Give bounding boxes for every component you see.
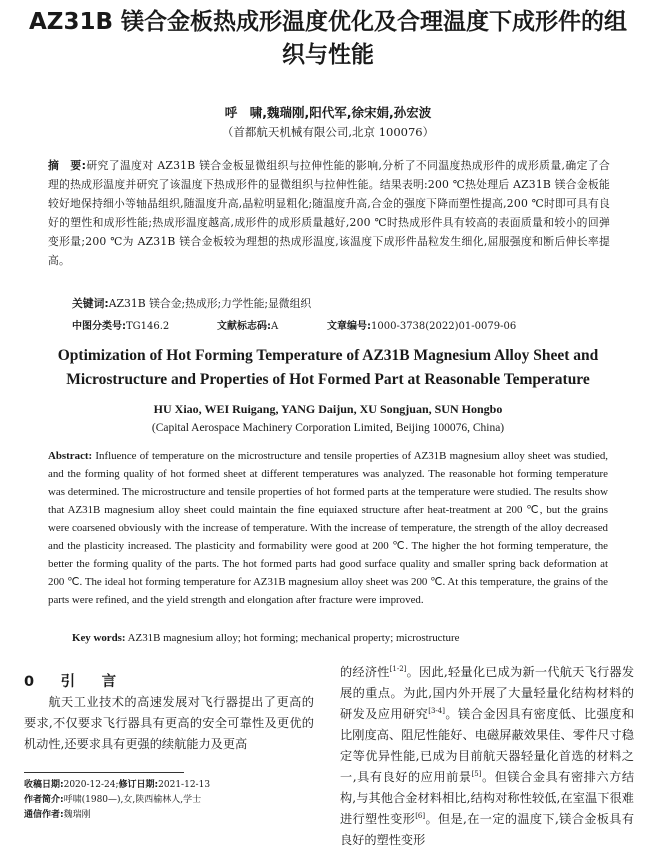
english-abstract-text: Influence of temperature on the microstructure and tensile properties of AZ31B magnesium alloy sheet was studied, and the forming quality of hot formed sheet at different temperatures was analyzed. The reasonable hot forming temperature was determined. The microstructure and tensile properties of hot formed parts at the temperature were studied. The results show that AZ31B magnesium alloy sheet could maintain the fine equiaxed structure after heat-treatment at 200 ℃, but the grains were coarsened obviously with the increase of temperature. With the increase of temperature, the strength of the alloy decreased and the plasticity increased. The plasticity and formability were good at 200 ℃. The higher the hot forming temperature, the better the forming quality of the parts. The hot formed parts had good surface quality and smaller spring back deformation at 200 ℃. The ideal hot forming temperature for AZ31B magnesium alloy sheet was 200 ℃. At this temperature, the grains of the parts were refined, and the yield strength and elongation after fracture were improved.	[48, 450, 608, 606]
chinese-title: AZ31B 镁合金板热成形温度优化及合理温度下成形件的组织与性能	[28, 9, 628, 68]
clc-number: 中图分类号:TG146.2	[72, 321, 170, 332]
english-authors: HU Xiao, WEI Ruigang, YANG Daijun, XU Songjuan, SUN Hongbo	[153, 402, 503, 416]
footnote-divider	[24, 772, 184, 773]
citation: [3-4]	[428, 706, 445, 715]
chinese-authors: 呼 啸,魏瑞刚,阳代军,徐宋娟,孙宏波	[224, 105, 432, 120]
citation: [6]	[415, 811, 426, 820]
english-keywords-label: Key words:	[72, 632, 126, 644]
english-affiliation: (Capital Aerospace Machinery Corporation Limited, Beijing 100076, China)	[151, 422, 505, 434]
english-keywords-text: AZ31B magnesium alloy; hot forming; mechanical property; microstructure	[127, 632, 460, 644]
chinese-keywords-label: 关键词:	[72, 297, 109, 310]
chinese-keywords	[72, 296, 632, 311]
footnote-corresponding: 通信作者:魏瑞刚	[24, 810, 91, 820]
section-heading-introduction: 0 引 言	[24, 674, 123, 690]
english-keywords	[72, 632, 632, 644]
footnote-dates: 收稿日期:2020-12-24;修订日期:2021-12-13	[24, 780, 211, 790]
footnote-author: 作者简介:呼啸(1980—),女,陕西榆林人,学士	[24, 795, 202, 805]
citation: [5]	[471, 769, 482, 778]
document-code: 文献标志码:A	[217, 321, 279, 332]
intro-right-column: 的经济性[1-2]。因此,轻量化已成为新一代航天飞行器发展的重点。为此,国内外开展了大量轻量化结构材料的研发及应用研究[3-4]。镁合金因具有密度低、比强度和比刚度高、阻尼性能好、电磁屏蔽效果佳、零件尺寸稳定等优异性能,已成为目前航天器轻量化首选的材料之一,具有良好的应用前景[5]。但镁合金具有密排六方结构,与其他合金材料相比,结构对称性较低,在室温下很难进行塑性变形[6]。但是,在一定的温度下,镁合金板具有良好的塑性变形	[340, 664, 635, 847]
chinese-affiliation: （首都航天机械有限公司,北京 100076）	[221, 125, 435, 139]
chinese-keywords-text: AZ31B 镁合金;热成形;力学性能;显微组织	[108, 297, 312, 310]
intro-left-column: 航天工业技术的高速发展对飞行器提出了更高的要求,不仅要求飞行器具有更高的安全可靠性及更优的机动性,还要求具有更强的续航能力及更高	[24, 695, 314, 751]
english-title: Optimization of Hot Forming Temperature of AZ31B Magnesium Alloy Sheet and Microstructure and Properties of Hot Formed Part at Reasonable Temperature	[57, 347, 599, 388]
classification-line	[72, 317, 632, 332]
chinese-abstract	[48, 156, 610, 270]
citation: [1-2]	[389, 664, 407, 673]
chinese-abstract-text: 研究了温度对 AZ31B 镁合金板显微组织与拉伸性能的影响,分析了不同温度热成形件的成形质量,确定了合理的热成形温度并研究了该温度下热成形件的显微组织与拉伸性能。结果表明:200 ℃热处理后 AZ31B 镁合金板能较好地保持细小等轴晶组织,随温度升高,晶粒明显粗化;随温度升高,合金的强度下降而塑性提高,200 ℃时即可具有良好的塑性和成形性能;热成形温度越高,成形件的成形质量越好,200 ℃时热成形件具有较高的表面质量和较小的回弹变形量;200 ℃为 AZ31B 镁合金板较为理想的热成形温度,该温度下成形件晶粒发生细化,屈服强度和断后伸长率提高。	[48, 159, 610, 267]
footnotes	[24, 778, 324, 823]
english-abstract-label: Abstract:	[48, 450, 93, 462]
article-number: 文章编号:1000-3738(2022)01-0079-06	[327, 321, 517, 332]
english-abstract	[48, 447, 608, 609]
chinese-abstract-label: 摘 要:	[48, 159, 87, 172]
